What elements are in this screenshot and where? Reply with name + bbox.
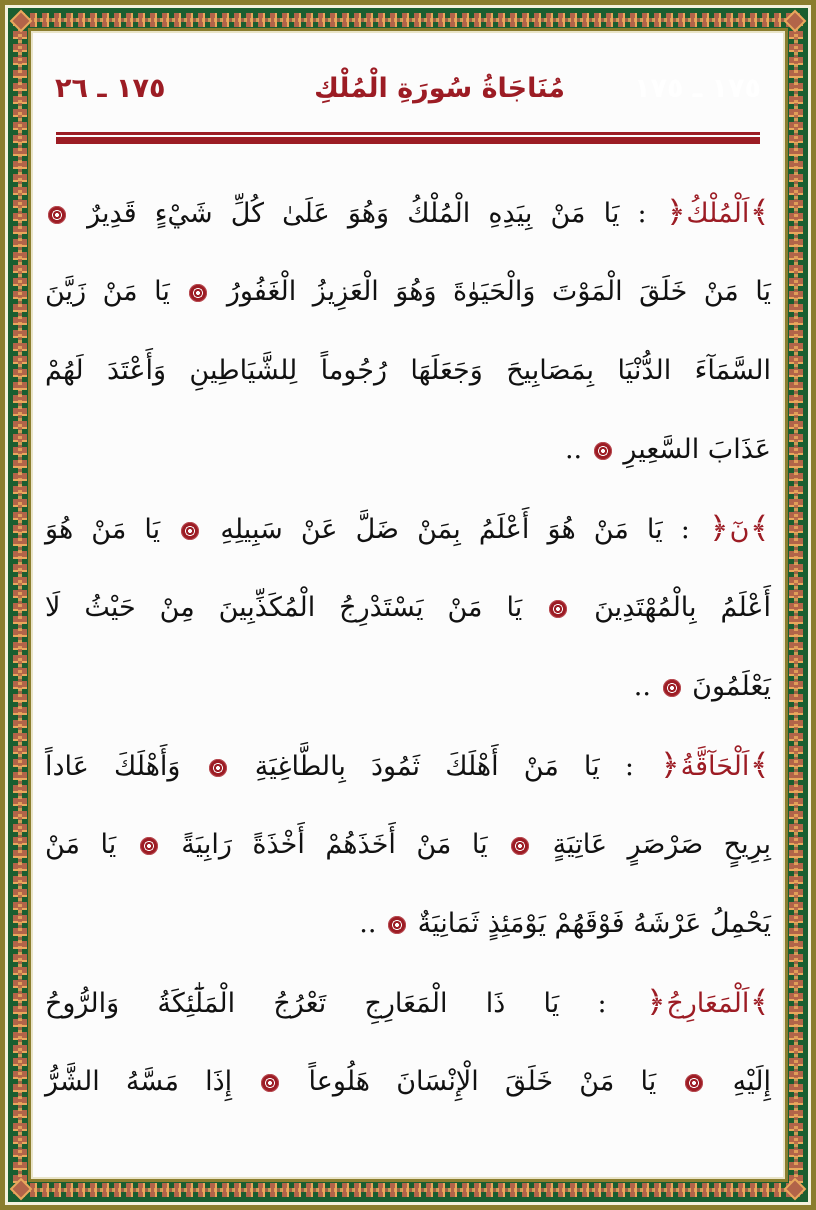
verse-text: يَا مَنْ بِيَدِهِ الْمُلْكُ وَهُوَ عَلَىٰ كُلِّ شَيْءٍ قَدِيرٌ bbox=[87, 198, 620, 229]
verse-text: السَّمَآءَ الدُّنْيَا بِمَصَابِيحَ وَجَعَلَهَا رُجُوماً لِلشَّيَاطِينِ وَأَعْتَدَ لَهُمْ bbox=[45, 355, 771, 386]
verse-text: أَعْلَمُ بِالْمُهْتَدِينَ bbox=[594, 592, 771, 623]
rosette-icon bbox=[140, 837, 158, 855]
text-line bbox=[45, 173, 771, 252]
rosette-icon bbox=[663, 679, 681, 697]
verse-text: يَا مَنْ يَسْتَدْرِجُ الْمُكَذِّبِينَ مِنْ حَيْثُ لَا bbox=[45, 592, 523, 623]
ornament-chain-top bbox=[16, 13, 800, 27]
rosette-icon bbox=[189, 284, 207, 302]
rosette-icon bbox=[181, 522, 199, 540]
rosette-icon bbox=[209, 759, 227, 777]
ornamental-bracket-left-icon: ﴿ bbox=[645, 985, 667, 1020]
colon: : bbox=[624, 751, 634, 782]
ellipsis: .. bbox=[359, 908, 377, 939]
ornament-chain-left bbox=[13, 16, 27, 1194]
header-rule-thin bbox=[56, 132, 760, 135]
verse-text: يَا ذَا الْمَعَارِجِ تَعْرُجُ الْمَلَٰٓئِكَةُ وَالرُّوحُ bbox=[45, 988, 560, 1019]
text-line bbox=[45, 963, 771, 1042]
verse-text: يَحْمِلُ عَرْشَهُ فَوْقَهُمْ يَوْمَئِذٍ ثَمَانِيَةٌ bbox=[417, 908, 771, 939]
surah-name: اَلْمَعَارِجُ bbox=[666, 988, 750, 1019]
text-line bbox=[45, 489, 771, 568]
ornament-chain-bottom bbox=[16, 1183, 800, 1197]
text-line bbox=[45, 647, 771, 726]
surah-name: نٓ bbox=[729, 514, 750, 545]
verse-text: يَا مَنْ bbox=[45, 829, 117, 860]
ornamental-bracket-left-icon: ﴿ bbox=[665, 195, 687, 230]
verse-text: يَا مَنْ خَلَقَ الْإِنْسَانَ هَلُوعاً bbox=[308, 1066, 657, 1097]
rosette-icon bbox=[594, 442, 612, 460]
colon: : bbox=[597, 988, 607, 1019]
verse-text: يَا مَنْ زَيَّنَ bbox=[45, 276, 170, 307]
text-line bbox=[45, 410, 771, 489]
ornamental-bracket-right-icon: ﴾ bbox=[749, 748, 771, 783]
verse-text: إِذَا مَسَّهُ الشَّرُّ bbox=[45, 1066, 233, 1097]
ornamental-bracket-right-icon: ﴾ bbox=[749, 511, 771, 546]
verse-text: يَا مَنْ أَهْلَكَ ثَمُودَ بِالطَّاغِيَةِ bbox=[254, 751, 600, 782]
header-ghost-text: ١٧٥ ـ ١٧٥ bbox=[634, 73, 761, 104]
ornamental-bracket-left-icon: ﴿ bbox=[708, 511, 730, 546]
colon: : bbox=[637, 198, 647, 229]
ellipsis: .. bbox=[564, 434, 583, 465]
ornamental-bracket-left-icon: ﴿ bbox=[659, 748, 681, 783]
text-line bbox=[45, 252, 771, 331]
verse-text: يَا مَنْ هُوَ bbox=[45, 514, 161, 545]
text-line bbox=[45, 884, 771, 963]
colon: : bbox=[680, 514, 690, 545]
verse-text: بِرِيحٍ صَرْصَرٍ عَاتِيَةٍ bbox=[552, 829, 771, 860]
verse-text: يَا مَنْ خَلَقَ الْمَوْتَ وَالْحَيَوٰةَ وَهُوَ الْعَزِيزُ الْغَفُورُ bbox=[226, 276, 771, 307]
verse-text: يَا مَنْ هُوَ أَعْلَمُ بِمَنْ ضَلَّ عَنْ سَبِيلِهِ bbox=[220, 514, 663, 545]
rosette-icon bbox=[388, 916, 406, 934]
rosette-icon bbox=[261, 1074, 279, 1092]
text-line bbox=[45, 568, 771, 647]
page-title: مُنَاجَاةُ سُورَةِ الْمُلْكِ bbox=[314, 73, 565, 104]
ornamental-bracket-right-icon: ﴾ bbox=[749, 985, 771, 1020]
page-number: ١٧٥ ـ ٢٦ bbox=[55, 73, 166, 104]
surah-name: اَلْحَآقَّةُ bbox=[680, 751, 750, 782]
ellipsis: .. bbox=[633, 671, 651, 702]
verse-text: إِلَيْهِ bbox=[732, 1066, 771, 1097]
text-line bbox=[45, 805, 771, 884]
ornament-chain-right bbox=[789, 16, 803, 1194]
text-line bbox=[45, 726, 771, 805]
surah-name: اَلْمُلْكُ bbox=[686, 198, 750, 229]
text-line bbox=[45, 331, 771, 410]
prayer-text bbox=[45, 173, 771, 1121]
verse-text: وَأَهْلَكَ عَاداً bbox=[45, 751, 181, 782]
rosette-icon bbox=[48, 206, 66, 224]
header-rule-thick bbox=[56, 137, 760, 144]
page-content bbox=[33, 33, 783, 1177]
rosette-icon bbox=[511, 837, 529, 855]
ornamental-bracket-right-icon: ﴾ bbox=[749, 195, 771, 230]
verse-text: يَعْلَمُونَ bbox=[692, 671, 771, 702]
verse-text: يَا مَنْ أَخَذَهُمْ أَخْذَةً رَابِيَةً bbox=[181, 829, 488, 860]
page-header bbox=[53, 71, 763, 131]
verse-text: عَذَابَ السَّعِيرِ bbox=[623, 434, 771, 465]
text-line bbox=[45, 1042, 771, 1121]
rosette-icon bbox=[685, 1074, 703, 1092]
rosette-icon bbox=[549, 600, 567, 618]
